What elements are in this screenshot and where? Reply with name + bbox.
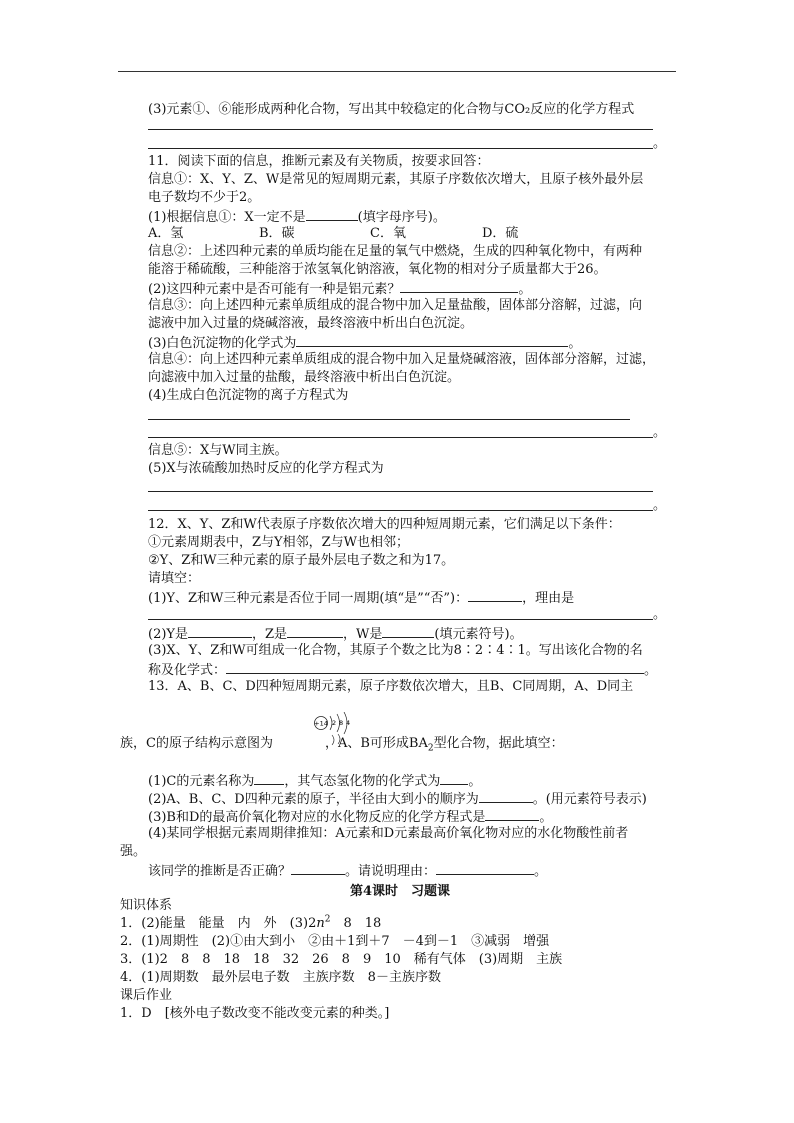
q12-cond1: ①元素周期表中，Z与Y相邻，Z与W也相邻； [148,535,410,550]
period-mark: 。 [539,810,553,825]
q11-2 [148,280,531,298]
q11-info2-cont: 能溶于稀硫酸，三种能溶于浓氢氧化钠溶液，氧化物的相对分子质量都大于26。 [148,262,607,277]
answer-blank [382,625,434,638]
q11-2-text: (2)这四种元素中是否可能有一种是铝元素？ [148,282,401,297]
answer-blank [296,334,568,347]
q11-stem: 11．阅读下面的信息，推断元素及有关物质，按要求回答： [148,154,490,169]
answer-blank [440,772,468,785]
answer-2: 2．(1)周期性 (2)①由大到小 ②由＋1到＋7 －4到－1 ③减弱 增强 [120,934,550,949]
q13-2 [148,790,647,808]
section-heading: 第4课时 习题课 [349,884,451,899]
answer-blank [436,862,534,875]
answer-blank [226,661,644,674]
answer-line [148,619,653,620]
option-d: D．硫 [482,226,519,241]
q13-3-text: (3)B和D的最高价氧化物对应的水化物反应的化学方程式是 [148,810,486,825]
answer-blank [468,589,522,602]
section-homework: 课后作业 [120,988,173,1003]
period-mark: 。 [644,663,658,678]
option-b: B．碳 [259,226,295,241]
q11-5: (5)X与浓硫酸加热时反应的化学方程式为 [148,461,384,476]
q11-info3-cont: 滤液中加入过量的烧碱溶液，最终溶液中析出白色沉淀。 [148,316,474,331]
q13-4-judge [148,862,547,880]
shell-3-electrons: 4 [346,719,351,727]
q13-text: 族，C的原子结构示意图为 [120,736,273,751]
q12-1 [148,589,574,607]
q12-2-y: (2)Y是 [148,627,188,642]
q11-info1-cont: 电子数均不少于2。 [148,190,261,205]
q12-1-text: (1)Y、Z和W三种元素是否位于同一周期(填“是”“否”)： [148,591,469,606]
q13-3 [148,808,552,826]
answer-1 [120,916,381,932]
q13-4: (4)某同学根据元素周期律推知：A元素和D元素最高价氧化物对应的水化物酸性前者 [148,826,629,841]
superscript: 2 [324,914,331,925]
q13-2-hint: 。(用元素符号表示) [532,792,647,807]
period-mark: 。 [568,336,582,351]
answer-blank [306,208,358,221]
q13-1 [148,772,481,790]
q13-4-cont: 强。 [120,844,147,859]
answer-3: 3．(1)2 8 8 18 18 32 26 8 9 10 稀有气体 (3)周期 主族 [120,952,563,967]
q11-4: (4)生成白色沉淀物的离子方程式为 [148,388,349,403]
shell-1-electrons: 2 [332,719,337,727]
period-mark: 。 [653,607,667,622]
period-mark: 。 [534,864,548,879]
answer-line [148,129,653,130]
subscript: 2 [427,743,434,754]
q11-info4: 信息④：向上述四种元素单质组成的混合物中加入足量烧碱溶液，固体部分溶解，过滤， [148,352,656,367]
q13-1-text: (1)C的元素名称为 [148,774,255,789]
q11-1-text: (1)根据信息①：X一定不是 [148,210,306,225]
answer-4: 4．(1)周期数 最外层电子数 主族序数 8－主族序数 [120,970,441,985]
q11-1 [148,208,446,226]
q13-1-text-b: ，其气态氢化物的化学式为 [284,774,441,789]
q13-4-judge-text: 该同学的推断是否正确？ [148,864,292,879]
q11-1-hint: (填字母序号)。 [357,210,446,225]
period-mark: 。 [653,425,667,440]
q12-3: (3)X、Y、Z和W可组成一化合物，其原子个数之比为8∶2∶4∶1。写出该化合物的名 [148,643,643,658]
answer-blank [254,772,284,785]
answer-blank [400,280,518,293]
q12-prompt: 请填空： [148,571,201,586]
q11-info1: 信息①：X、Y、Z、W是常见的短周期元素，其原子序数依次增大，且原子核外最外层 [148,172,644,187]
answer-line [148,491,653,492]
q12-1-reason: ，理由是 [522,591,575,606]
q11-3-text: (3)白色沉淀物的化学式为 [148,336,297,351]
answer-1-text: 1．(2)能量 能量 内 外 (3)2 [120,916,317,931]
q12-3-label: 称及化学式： [148,663,227,678]
q11-info5: 信息⑤：X与W同主族。 [148,443,288,458]
period-mark: 。 [518,282,532,297]
q12-2-hint: (填元素符号)。 [434,627,523,642]
option-c: C．氧 [370,226,406,241]
q12-3-cont [148,661,657,679]
homework-answer-1: 1．D [核外电子数改变不能改变元素的种类。] [120,1006,390,1021]
answer-1-text-b: 8 18 [330,916,382,931]
answer-line [148,419,630,420]
q12-stem: 12．X、Y、Z和W代表原子序数依次增大的四种短周期元素，它们满足以下条件： [148,517,621,532]
answer-line [148,148,653,149]
q13-text-c: 型化合物，据此填空： [433,736,564,751]
answer-blank [479,790,533,803]
q11-info2: 信息②：上述四种元素的单质均能在足量的氧气中燃烧，生成的四种氧化物中，有两种 [148,244,643,259]
variable-n: n [316,916,325,931]
q12-2-w: ，W是 [343,627,383,642]
answer-blank [287,625,343,638]
q12-cond2: ②Y、Z和W三种元素的原子最外层电子数之和为17。 [148,553,455,568]
q11-info4-cont: 向滤液中加入过量的盐酸，最终溶液中析出白色沉淀。 [148,370,461,385]
answer-line [148,510,653,511]
q12-2-z: ，Z是 [252,627,288,642]
q13-4-reason: 。请说明理由： [345,864,437,879]
option-a: A．氢 [148,226,184,241]
q13-stem: 13．A、B、C、D四种短周期元素，原子序数依次增大，且B、C同周期，A、D同主 [148,679,634,694]
answer-blank [188,625,252,638]
q13-2-text: (2)A、B、C、D四种元素的原子，半径由大到小的顺序为 [148,792,479,807]
period-mark: 。 [468,774,482,789]
answer-blank [291,862,345,875]
q11-info3: 信息③：向上述四种元素单质组成的混合物中加入足量盐酸，固体部分溶解，过滤，向 [148,298,643,313]
q13-text-b: ，A、B可形成BA [324,736,428,751]
q13-stem-cont [120,736,564,752]
q12-2 [148,625,523,643]
q10-3-text: (3)元素①、⑥能形成两种化合物，写出其中较稳定的化合物与CO₂反应的化学方程式 [148,102,635,117]
answer-blank [485,808,539,821]
section-knowledge: 知识体系 [120,898,173,913]
header-rule [118,71,676,72]
nucleus-label: +14 [314,719,328,728]
period-mark: 。 [653,136,667,151]
q11-3 [148,334,581,352]
shell-2-electrons: 8 [339,719,344,727]
answer-line [148,437,653,438]
period-mark: 。 [653,498,667,513]
